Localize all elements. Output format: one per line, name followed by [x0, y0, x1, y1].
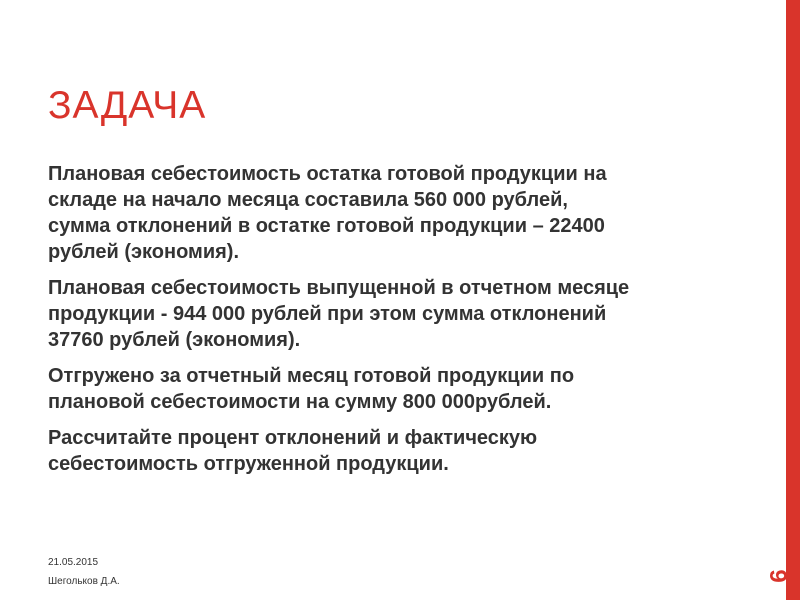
footer-author: Шегольков Д.А. [48, 576, 120, 587]
right-accent-bar [786, 0, 800, 600]
task-paragraph-3: Отгружено за отчетный месяц готовой продукции по плановой себестоимости на сумму 800 000рублей. [48, 365, 575, 413]
task-paragraph-1: Плановая себестоимость остатка готовой продукции на складе на начало месяца составила 560 000 рублей, сумма отклонений в остатке готовой продукции – 22400 рублей (экономия). [48, 163, 607, 263]
task-text [48, 161, 738, 487]
slide-title: ЗАДАЧА [48, 84, 207, 127]
footer-date: 21.05.2015 [48, 557, 99, 568]
task-paragraph-2: Плановая себестоимость выпущенной в отчетном месяце продукции - 944 000 рублей при этом сумма отклонений 37760 рублей (экономия). [48, 277, 630, 351]
slide-number: 9 [764, 569, 791, 583]
task-paragraph-4: Рассчитайте процент отклонений и фактическую себестоимость отгруженной продукции. [48, 427, 538, 475]
